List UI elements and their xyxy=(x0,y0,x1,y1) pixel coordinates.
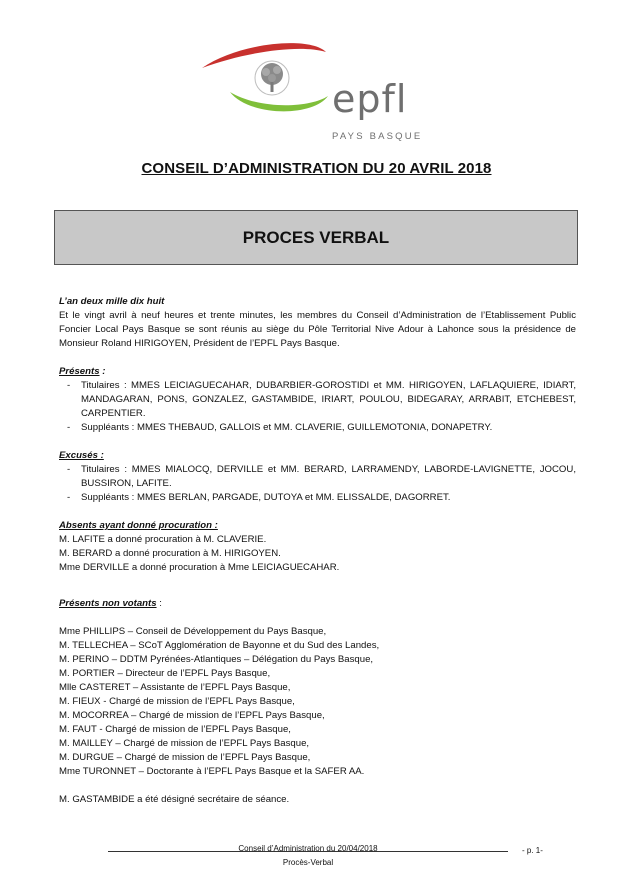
non-votant-line: M. MOCORREA – Chargé de mission de l’EPFL Pays Basque, xyxy=(59,710,325,721)
secretary-line: M. GASTAMBIDE a été désigné secrétaire de séance. xyxy=(59,794,290,805)
non-votants-heading-suffix: : xyxy=(156,598,162,609)
pv-title: PROCES VERBAL xyxy=(242,227,390,247)
non-votant-line: M. DURGUE – Chargé de mission de l’EPFL Pays Basque, xyxy=(59,752,311,763)
list-item: - Titulaires : MMES MIALOCQ, DERVILLE et MM. BERARD, LARRAMENDY, LABORDE-LAVIGNETTE, JOCOU, BUSSIRON, LAFITE. xyxy=(59,463,576,491)
epfl-logo xyxy=(200,36,440,142)
presents-heading: Présents xyxy=(59,366,100,377)
logo-name: epfl xyxy=(332,77,408,121)
presents-heading-suffix: : xyxy=(99,366,106,377)
footer-line-1: Conseil d’Administration du 20/04/2018 xyxy=(238,844,378,853)
non-votant-line: M. PERINO – DDTM Pyrénées-Atlantiques – Délégation du Pays Basque, xyxy=(59,654,374,665)
non-votant-line: M. MAILLEY – Chargé de mission de l’EPFL Pays Basque, xyxy=(59,738,310,749)
pv-title-box xyxy=(54,210,578,265)
non-votant-line: M. FAUT - Chargé de mission de l’EPFL Pays Basque, xyxy=(59,724,291,735)
minutes-content xyxy=(59,295,576,807)
excuses-list xyxy=(59,463,576,505)
list-item: - Titulaires : MMES LEICIAGUECAHAR, DUBARBIER-GOROSTIDI et MM. HIRIGOYEN, LAFLAQUIERE, IDIART, MANDAGARAN, PONS, GONZALEZ, GASTAMBIDE, IRIART, POULOU, BIDEGARAY, ARRABIT, ETCHEBEST, CARPENTIER. xyxy=(59,379,576,421)
presents-heading-line xyxy=(59,365,576,379)
excuses-heading: Excusés : xyxy=(59,450,104,461)
procuration-line: Mme DERVILLE a donné procuration à Mme LEICIAGUECAHAR. xyxy=(59,562,340,573)
meeting-title: CONSEIL D’ADMINISTRATION DU 20 AVRIL 2018 xyxy=(141,160,492,177)
procuration-line: M. LAFITE a donné procuration à M. CLAVERIE. xyxy=(59,534,267,545)
intro-paragraph: Et le vingt avril à neuf heures et trente minutes, les membres du Conseil d’Administration de l’Etablissement Public Foncier Local Pays Basque se sont réunis au siège du Pôle Territorial Nive Adour à Lahonce sous la présidence de Monsieur Roland HIRIGOYEN, Président de l’EPFL Pays Basque. xyxy=(59,310,576,349)
logo-subtitle: PAYS BASQUE xyxy=(332,131,423,142)
non-votant-line: M. FIEUX - Chargé de mission de l’EPFL Pays Basque, xyxy=(59,696,295,707)
page-number: - p. 1- xyxy=(522,846,543,855)
non-votants-heading-line xyxy=(59,597,576,611)
list-item: - Suppléants : MMES THEBAUD, GALLOIS et MM. CLAVERIE, GUILLEMOTONIA, DONAPETRY. xyxy=(59,421,576,435)
procuration-line: M. BERARD a donné procuration à M. HIRIGOYEN. xyxy=(59,548,281,559)
non-votants-heading: Présents non votants xyxy=(59,598,157,609)
procurations-heading: Absents ayant donné procuration : xyxy=(59,520,218,531)
list-item: - Suppléants : MMES BERLAN, PARGADE, DUTOYA et MM. ELISSALDE, DAGORRET. xyxy=(59,491,576,505)
presents-list xyxy=(59,379,576,435)
non-votant-line: Mme PHILLIPS – Conseil de Développement du Pays Basque, xyxy=(59,626,327,637)
footer-line-2: Procès-Verbal xyxy=(282,858,334,867)
non-votant-line: M. PORTIER – Directeur de l’EPFL Pays Basque, xyxy=(59,668,271,679)
non-votant-line: Mme TURONNET – Doctorante à l’EPFL Pays Basque et la SAFER AA. xyxy=(59,766,365,777)
footer-divider xyxy=(108,851,508,852)
footer-text xyxy=(108,843,508,868)
date-heading: L’an deux mille dix huit xyxy=(59,296,165,307)
non-votant-line: Mlle CASTERET – Assistante de l’EPFL Pays Basque, xyxy=(59,682,291,693)
non-votant-line: M. TELLECHEA – SCoT Agglomération de Bayonne et du Sud des Landes, xyxy=(59,640,380,651)
